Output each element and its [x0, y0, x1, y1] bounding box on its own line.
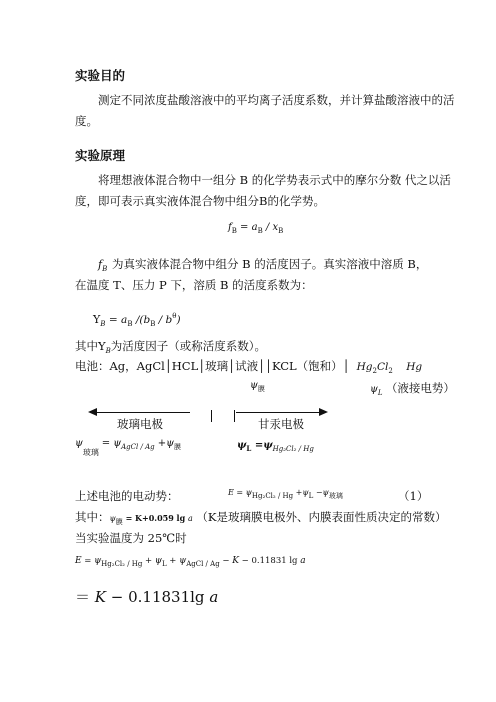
- final-simplified-equation: ＝ K − 0.11831lg a: [75, 588, 219, 606]
- activity-coefficient-formula: $Y_B = a_B$ $/(b_B / b^\theta)$: [93, 312, 181, 328]
- fb-description-1: 为真实液体混合物中组分 B 的活度因子。真实溶液中溶质 B，: [112, 257, 428, 271]
- gamma-rest: 为活度因子（或称活度系数）。: [110, 339, 266, 353]
- psi-l-sub: L: [377, 389, 383, 397]
- emf-text: 上述电池的电动势：: [75, 489, 179, 503]
- equation-number: （1）: [398, 489, 429, 503]
- battery-label: 电池：Ag，AgCl: [75, 359, 165, 373]
- arrow-right-icon: [319, 408, 328, 416]
- battery-hg: Hg: [406, 361, 423, 373]
- divider-tick: [211, 410, 212, 422]
- battery-hcl: HCL: [171, 359, 199, 373]
- section-title-purpose: 实验目的: [75, 68, 126, 83]
- fb-symbol: $f_B$: [98, 258, 108, 273]
- liquid-junction-label: （液接电势）: [385, 381, 455, 395]
- psi-l-label: $\psi_L$ （液接电势）: [370, 381, 455, 397]
- battery-line: 电池：Ag，AgCl│HCL│玻璃│试液││KCL（饱和）│ $Hg_2Cl_2$ Hg: [75, 359, 423, 375]
- battery-hg2cl2: Hg: [356, 361, 373, 373]
- psi-membrane-sub: 膜: [257, 385, 265, 393]
- l-potential-equation: $\psi_L =\psi_{Hg_2Cl_2 / Hg}$: [237, 440, 314, 453]
- temperature-text: 当实验温度为 25℃时: [75, 531, 187, 545]
- psi-membrane-label: $\psi_膜$: [250, 380, 265, 393]
- calomel-electrode-label: 甘汞电极: [258, 417, 304, 431]
- battery-test: 试液: [235, 359, 259, 373]
- calomel-arrow-line: [236, 412, 321, 413]
- glass-arrow-line: [95, 412, 190, 413]
- glass-electrode-label: 玻璃电极: [117, 417, 163, 431]
- section-title-principle: 实验原理: [75, 148, 126, 163]
- where-label: 其中：: [75, 510, 110, 524]
- principle-intro: 将理想液体混合物中一组分 B 的化学势表示式中的摩尔分数 代之以活度，即可表示真实液体混合物中组分B的化学势。: [75, 173, 451, 208]
- gamma-label: 其中Y: [75, 339, 106, 353]
- purpose-paragraph: 测定不同浓度盐酸溶液中的平均离子活度系数，并计算盐酸溶液中的活度。: [75, 93, 455, 128]
- gamma-description: 其中$Y_B$为活度因子（或称活度系数）。: [75, 339, 266, 355]
- glass-potential-equation: ψ玻璃 = $\psi_{AgCl / Ag} +\psi_膜$: [75, 438, 182, 457]
- final-emf-equation: $E = \psi_{Hg_2Cl_2 / Hg} + \psi_L + \psi_{AgCl / Ag} - K - 0.11831$ lg a: [75, 556, 306, 568]
- battery-glass: 玻璃: [205, 359, 229, 373]
- where-rest: （K是玻璃膜电极外、内膜表面性质决定的常数）: [196, 510, 447, 524]
- fb-description-2: 在温度 T、压力 P 下，溶质 B 的活度系数为：: [75, 278, 313, 292]
- activity-factor-formula: $f_B = a_B / x_B$: [228, 222, 284, 235]
- emf-equation: E = ψHg₂Cl₂ / Hg +ψL −ψ玻璃: [228, 488, 343, 500]
- battery-kcl: KCL（饱和）: [271, 359, 343, 373]
- divider-tick: [234, 410, 235, 422]
- where-line: 其中：ψ膜 = K+0.059 lg a （K是玻璃膜电极外、内膜表面性质决定的常数）: [75, 510, 447, 526]
